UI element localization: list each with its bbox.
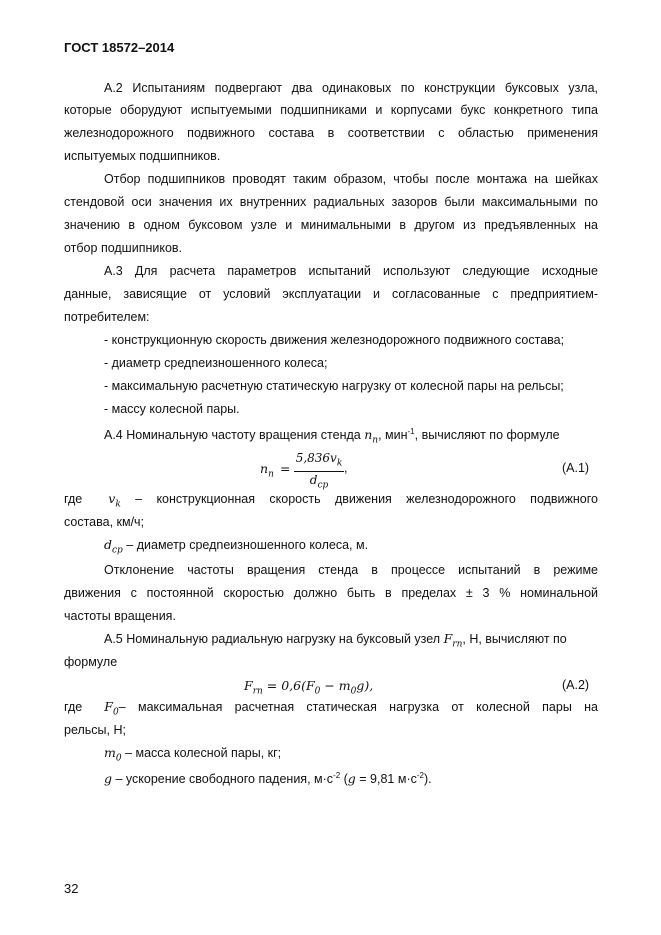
- para-a5-line1: А.5 Номинальную радиальную нагрузку на буксовый узел $F_{rn}$, Н, вычисляют по: [104, 631, 567, 650]
- eq1-equals: =: [280, 461, 291, 476]
- equation-a1: [260, 451, 600, 489]
- document-header: ГОСТ 18572–2014: [64, 40, 175, 55]
- para-a2-line2: которые оборудуют испытуемыми подшипниками и корпусами букс конкретного типа: [64, 103, 598, 117]
- list-item: - максимальную расчетную статическую нагрузку от колесной пары на рельсы;: [104, 379, 564, 393]
- para-a2-line1: А.2 Испытаниям подвергают два одинаковых по конструкции буксовых узла,: [104, 81, 598, 95]
- where-vk-line1: где $v_k$ – конструкционная скорость движения железнодорожного подвижного: [64, 491, 598, 510]
- list-item: - диаметр средneизношенного колеса;: [104, 356, 328, 370]
- para-a2-line4: испытуемых подшипников.: [64, 149, 221, 163]
- para-selection-line1: Отбор подшипников проводят таким образом, чтобы после монтажа на шейках: [104, 172, 598, 186]
- para-selection-line4: отбор подшипников.: [64, 241, 183, 255]
- para-deviation-line1: Отклонение частоты вращения стенда в процессе испытаний в режиме: [104, 563, 598, 577]
- symbol-f0: $F_0$: [104, 699, 119, 718]
- where-dcp-line: $d_{ср}$ – диаметр средneизношенного колеса, м.: [104, 537, 369, 556]
- para-deviation-line2: движения с постоянной скоростью должно быть в пределах ± 3 % номинальной: [64, 586, 598, 600]
- symbol-n: $n_п$: [364, 427, 379, 446]
- list-item: - массу колесной пары.: [104, 402, 240, 416]
- where-vk-line2: состава, км/ч;: [64, 515, 145, 529]
- equation-number-a1: (А.1): [562, 461, 590, 475]
- para-selection-line2: стендовой оси значения их внутренних радиальных зазоров были максимальными по: [64, 195, 598, 209]
- para-a3-line2: данные, зависящие от условий эксплуатации и согласованные с предприятием-: [64, 287, 598, 301]
- list-item: - конструкционную скорость движения железнодорожного подвижного состава;: [104, 333, 565, 347]
- symbol-dcp: $d_{ср}$: [104, 537, 123, 556]
- para-a5-line2: формуле: [64, 655, 118, 669]
- para-a3-line1: А.3 Для расчета параметров испытаний используют следующие исходные: [104, 264, 598, 278]
- symbol-g: g: [104, 771, 113, 787]
- para-a3-line3: потребителем:: [64, 310, 150, 324]
- para-a2-line3: железнодорожного подвижного состава в соответствии с областью применения: [64, 126, 598, 140]
- eq1-lhs: $n_п$: [260, 461, 274, 480]
- para-selection-line3: значению в одном буксовом узле и минимальными в другом из предъявленных на: [64, 218, 598, 232]
- symbol-m0: $m_0$: [104, 745, 122, 764]
- eq1-fraction: $5,836v_k$ $d_{ср}$: [295, 451, 343, 491]
- where-g-line: g – ускорение свободного падения, $м\cdot с^{-2}$ (g = 9,81 $м\cdot с^{-2}$).: [104, 771, 432, 787]
- para-deviation-line3: частоты вращения.: [64, 609, 176, 623]
- eq1-comma: ,: [344, 461, 348, 475]
- equation-number-a2: (А.2): [562, 678, 590, 692]
- para-a4-line1: А.4 Номинальную частоту вращения стенда $n_п$, мин$^{-1}$, вычисляют по формуле: [104, 427, 560, 446]
- symbol-frn: $F_{rn}$: [443, 631, 463, 650]
- para-a4-text: А.4 Номинальную частоту вращения стенда: [104, 428, 365, 443]
- symbol-vk: $v_k$: [108, 491, 121, 510]
- where-f0-line1: где $F_0-$ максимальная расчетная статическая нагрузка от колесной пары на: [64, 699, 598, 718]
- where-f0-line2: рельсы, Н;: [64, 723, 126, 737]
- equation-a2: [244, 678, 600, 698]
- where-m0-line: $m_0$ – масса колесной пары, кг;: [104, 745, 282, 764]
- page-number: 32: [64, 881, 79, 896]
- eq2-expression: $F_{rn} = 0,6(F_0 - m_0g)$,: [244, 678, 374, 697]
